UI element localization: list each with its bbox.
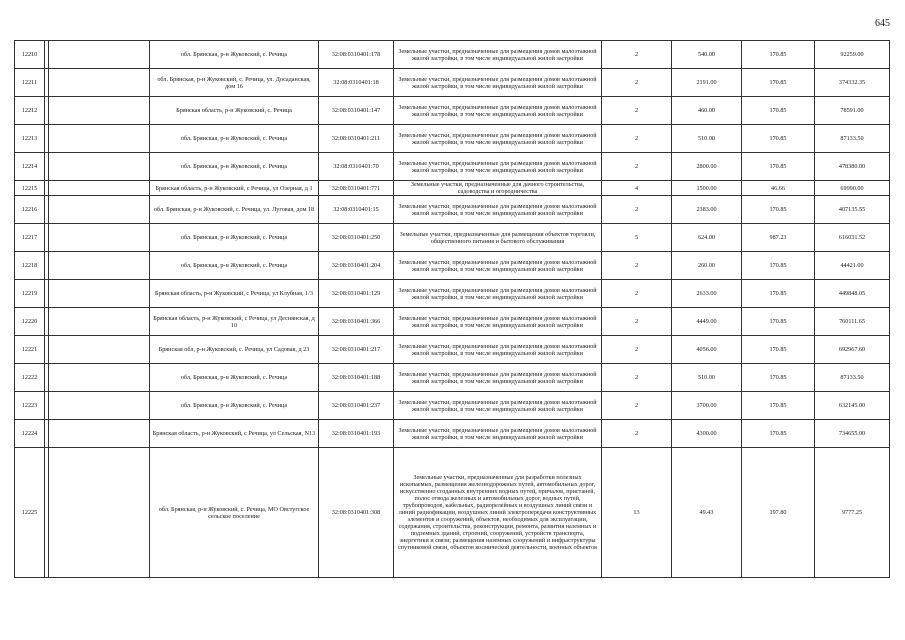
land-use-cell: Земельные участки, предназначенные для размещения домов малоэтажной жилой застройки, в том числе индивидуальной жилой застройки — [394, 196, 602, 224]
row-number-cell: 12216 — [15, 196, 45, 224]
cadastral-number-cell: 32:08:0310401:250 — [319, 224, 394, 252]
land-use-cell: Земельные участки, предназначенные для размещения домов малоэтажной жилой застройки, в том числе индивидуальной жилой застройки — [394, 308, 602, 336]
specific-value-cell: 170.85 — [742, 69, 815, 97]
gap-cell — [49, 224, 150, 252]
cadastral-value-cell: 478380.00 — [815, 153, 890, 181]
row-number-cell: 12212 — [15, 97, 45, 125]
gap-cell — [49, 364, 150, 392]
row-number-cell: 12224 — [15, 420, 45, 448]
cadastral-number-cell: 32:08:0310401:18 — [319, 69, 394, 97]
row-number-cell: 12221 — [15, 336, 45, 364]
row-number-cell: 12222 — [15, 364, 45, 392]
cadastral-number-cell: 32:08:0310401:308 — [319, 448, 394, 578]
row-number-cell: 12211 — [15, 69, 45, 97]
gap-cell — [49, 392, 150, 420]
area-cell: 4300.00 — [672, 420, 742, 448]
table-row — [15, 196, 890, 224]
land-use-cell: Земельные участки, предназначенные для дачного строительства, садоводства и огородничества — [394, 181, 602, 196]
specific-value-cell: 170.85 — [742, 392, 815, 420]
gap-cell — [49, 336, 150, 364]
category-cell: 2 — [602, 153, 672, 181]
area-cell: 2800.00 — [672, 153, 742, 181]
category-cell: 2 — [602, 280, 672, 308]
specific-value-cell: 170.85 — [742, 336, 815, 364]
address-cell: обл. Брянская, р-н Жуковский, с. Речица, МО Овстугское сельское поселение — [150, 448, 319, 578]
category-cell: 2 — [602, 97, 672, 125]
table-row — [15, 41, 890, 69]
address-cell: обл. Брянская, р-н Жуковский, с. Речица — [150, 41, 319, 69]
address-cell: обл. Брянская, р-н Жуковский, с. Речица — [150, 252, 319, 280]
address-cell: Брянская область, р-н Жуковский, с Речица, ул Сельская, N13 — [150, 420, 319, 448]
land-use-cell: Земельные участки, предназначенные для размещения домов малоэтажной жилой застройки, в том числе индивидуальной жилой застройки — [394, 252, 602, 280]
area-cell: 2633.00 — [672, 280, 742, 308]
cadastral-number-cell: 32:08:0310401:193 — [319, 420, 394, 448]
specific-value-cell: 170.85 — [742, 364, 815, 392]
area-cell: 3700.00 — [672, 392, 742, 420]
row-number-cell: 12220 — [15, 308, 45, 336]
cadastral-number-cell: 32:08:0310401:771 — [319, 181, 394, 196]
gap-cell — [49, 420, 150, 448]
specific-value-cell: 170.85 — [742, 125, 815, 153]
table-row — [15, 97, 890, 125]
specific-value-cell: 170.85 — [742, 97, 815, 125]
specific-value-cell: 170.85 — [742, 280, 815, 308]
land-use-cell: Земельные участки, предназначенные для размещения домов малоэтажной жилой застройки, в том числе индивидуальной жилой застройки — [394, 69, 602, 97]
category-cell: 2 — [602, 41, 672, 69]
category-cell: 2 — [602, 252, 672, 280]
address-cell: обл. Брянская, р-н Жуковский, с. Речица — [150, 224, 319, 252]
cadastral-number-cell: 32:08:0310401:204 — [319, 252, 394, 280]
specific-value-cell: 197.80 — [742, 448, 815, 578]
table-row — [15, 364, 890, 392]
page-number: 645 — [875, 18, 890, 29]
cadastral-value-cell: 760111.65 — [815, 308, 890, 336]
specific-value-cell: 987.23 — [742, 224, 815, 252]
cadastral-number-cell: 32:08:0310401:178 — [319, 41, 394, 69]
table-row — [15, 280, 890, 308]
address-cell: обл. Брянская, р-н Жуковский, с. Речица — [150, 392, 319, 420]
table-row — [15, 224, 890, 252]
cadastral-number-cell: 32:08:0310401:70 — [319, 153, 394, 181]
land-use-cell: Земельные участки, предназначенные для размещения домов малоэтажной жилой застройки, в том числе индивидуальной жилой застройки — [394, 336, 602, 364]
row-number-cell: 12225 — [15, 448, 45, 578]
specific-value-cell: 170.85 — [742, 252, 815, 280]
address-cell: обл. Брянская, р-н Жуковский, с. Речица — [150, 153, 319, 181]
gap-cell — [49, 196, 150, 224]
address-cell: обл. Брянская, р-н Жуковский, с. Речица, ул. Луговая, дом 18 — [150, 196, 319, 224]
row-number-cell: 12217 — [15, 224, 45, 252]
row-number-cell: 12219 — [15, 280, 45, 308]
cadastral-value-table — [14, 40, 890, 578]
address-cell: Брянская обл, р-н Жуковский, с. Речица, ул Садовая, д 23 — [150, 336, 319, 364]
gap-cell — [49, 308, 150, 336]
cadastral-value-cell: 407135.55 — [815, 196, 890, 224]
cadastral-number-cell: 32:08:0310401:217 — [319, 336, 394, 364]
table-row — [15, 308, 890, 336]
row-number-cell: 12215 — [15, 181, 45, 196]
row-number-cell: 12218 — [15, 252, 45, 280]
gap-cell — [49, 280, 150, 308]
cadastral-value-cell: 87133.50 — [815, 125, 890, 153]
area-cell: 460.00 — [672, 97, 742, 125]
category-cell: 2 — [602, 125, 672, 153]
cadastral-number-cell: 32:08:0310401:15 — [319, 196, 394, 224]
cadastral-value-cell: 69990.00 — [815, 181, 890, 196]
area-cell: 260.00 — [672, 252, 742, 280]
address-cell: Брянская область, р-н Жуковский, с Речица, ул Деснянская, д 10 — [150, 308, 319, 336]
gap-cell — [49, 448, 150, 578]
category-cell: 2 — [602, 336, 672, 364]
row-number-cell: 12213 — [15, 125, 45, 153]
cadastral-value-cell: 78591.00 — [815, 97, 890, 125]
area-cell: 540.00 — [672, 41, 742, 69]
category-cell: 2 — [602, 69, 672, 97]
land-use-cell: Земельные участки, предназначенные для размещения домов малоэтажной жилой застройки, в том числе индивидуальной жилой застройки — [394, 420, 602, 448]
row-number-cell: 12223 — [15, 392, 45, 420]
area-cell: 4056.00 — [672, 336, 742, 364]
specific-value-cell: 170.85 — [742, 308, 815, 336]
address-cell: Брянская область, р-н Жуковский, с. Речица — [150, 97, 319, 125]
cadastral-number-cell: 32:08:0310401:211 — [319, 125, 394, 153]
land-use-cell: Земельные участки, предназначенные для размещения домов малоэтажной жилой застройки, в том числе индивидуальной жилой застройки — [394, 153, 602, 181]
area-cell: 49.43 — [672, 448, 742, 578]
gap-cell — [49, 97, 150, 125]
area-cell: 510.00 — [672, 125, 742, 153]
land-use-cell: Земельные участки, предназначенные для размещения домов малоэтажной жилой застройки, в том числе индивидуальной жилой застройки — [394, 125, 602, 153]
cadastral-number-cell: 32:08:0310401:237 — [319, 392, 394, 420]
cadastral-value-cell: 374332.35 — [815, 69, 890, 97]
area-cell: 1500.00 — [672, 181, 742, 196]
area-cell: 2191.00 — [672, 69, 742, 97]
cadastral-value-cell: 692967.60 — [815, 336, 890, 364]
category-cell: 13 — [602, 448, 672, 578]
gap-cell — [49, 41, 150, 69]
specific-value-cell: 46.66 — [742, 181, 815, 196]
address-cell: Брянская область, р-н Жуковский, с Речица, ул Озерная, д 1 — [150, 181, 319, 196]
area-cell: 510.00 — [672, 364, 742, 392]
category-cell: 2 — [602, 196, 672, 224]
address-cell: обл. Брянская, р-н Жуковский, с. Речица, ул. Досаданская, дом 16 — [150, 69, 319, 97]
row-number-cell: 12210 — [15, 41, 45, 69]
gap-cell — [49, 153, 150, 181]
address-cell: обл. Брянская, р-н Жуковский, с. Речица — [150, 125, 319, 153]
table-row — [15, 125, 890, 153]
land-use-cell: Земельные участки, предназначенные для размещения домов малоэтажной жилой застройки, в том числе индивидуальной жилой застройки — [394, 280, 602, 308]
gap-cell — [49, 125, 150, 153]
table-row — [15, 181, 890, 196]
table-body — [15, 41, 890, 578]
land-use-cell: Земельные участки, предназначенные для размещения домов малоэтажной жилой застройки, в том числе индивидуальной жилой застройки — [394, 41, 602, 69]
cadastral-number-cell: 32:08:0310401:366 — [319, 308, 394, 336]
cadastral-number-cell: 32:08:0310401:188 — [319, 364, 394, 392]
specific-value-cell: 170.85 — [742, 196, 815, 224]
cadastral-value-cell: 44421.00 — [815, 252, 890, 280]
cadastral-value-cell: 734655.00 — [815, 420, 890, 448]
gap-cell — [49, 69, 150, 97]
table-row — [15, 392, 890, 420]
category-cell: 5 — [602, 224, 672, 252]
specific-value-cell: 170.85 — [742, 420, 815, 448]
land-use-cell: Земельные участки, предназначенные для размещения домов малоэтажной жилой застройки, в том числе индивидуальной жилой застройки — [394, 97, 602, 125]
table-row — [15, 336, 890, 364]
area-cell: 624.00 — [672, 224, 742, 252]
address-cell: обл. Брянская, р-н Жуковский, с. Речица — [150, 364, 319, 392]
land-use-cell: Земельные участки, предназначенные для размещения домов малоэтажной жилой застройки, в том числе индивидуальной жилой застройки — [394, 392, 602, 420]
table-row — [15, 69, 890, 97]
category-cell: 2 — [602, 392, 672, 420]
cadastral-number-cell: 32:08:0310401:147 — [319, 97, 394, 125]
specific-value-cell: 170.85 — [742, 41, 815, 69]
category-cell: 2 — [602, 308, 672, 336]
cadastral-value-cell: 9777.25 — [815, 448, 890, 578]
address-cell: Брянская область, р-н Жуковский, с Речица, ул Клубная, 1/3 — [150, 280, 319, 308]
specific-value-cell: 170.85 — [742, 153, 815, 181]
cadastral-value-cell: 616031.52 — [815, 224, 890, 252]
area-cell: 4449.00 — [672, 308, 742, 336]
cadastral-value-cell: 87133.50 — [815, 364, 890, 392]
table-row — [15, 252, 890, 280]
table-row — [15, 420, 890, 448]
gap-cell — [49, 181, 150, 196]
category-cell: 2 — [602, 364, 672, 392]
category-cell: 4 — [602, 181, 672, 196]
area-cell: 2383.00 — [672, 196, 742, 224]
land-use-cell: Земельные участки, предназначенные для размещения домов малоэтажной жилой застройки, в том числе индивидуальной жилой застройки — [394, 364, 602, 392]
table-row — [15, 448, 890, 578]
gap-cell — [49, 252, 150, 280]
row-number-cell: 12214 — [15, 153, 45, 181]
cadastral-value-cell: 632145.00 — [815, 392, 890, 420]
land-use-cell: Земельные участки, предназначенные для разработки полезных ископаемых, размещения железнодорожных путей, автомобильных дорог, искусственно созданных внутренних водных путей, причалов, пристаней, полос отвода железных и автомобильных дорог, водных путей, трубопроводов, кабельных, радиорелейных и воздушных линий связи и линий радиофикации, воздушных линий электропередачи конструктивных элементов и сооружений, объектов, необходимых для эксплуатации, содержания, строительства, реконструкции, ремонта, развития наземных и подземных зданий, строений, сооружений, устройств транспорта, энергетики и связи; размещения наземных сооружений и инфраструктуры спутниковой связи, объектов космической деятельности, военных объектов — [394, 448, 602, 578]
table-row — [15, 153, 890, 181]
category-cell: 2 — [602, 420, 672, 448]
cadastral-value-cell: 92259.00 — [815, 41, 890, 69]
cadastral-number-cell: 32:08:0310401:129 — [319, 280, 394, 308]
land-use-cell: Земельные участки, предназначенные для размещения объектов торговли, общественного питания и бытового обслуживания — [394, 224, 602, 252]
cadastral-value-cell: 449848.05 — [815, 280, 890, 308]
